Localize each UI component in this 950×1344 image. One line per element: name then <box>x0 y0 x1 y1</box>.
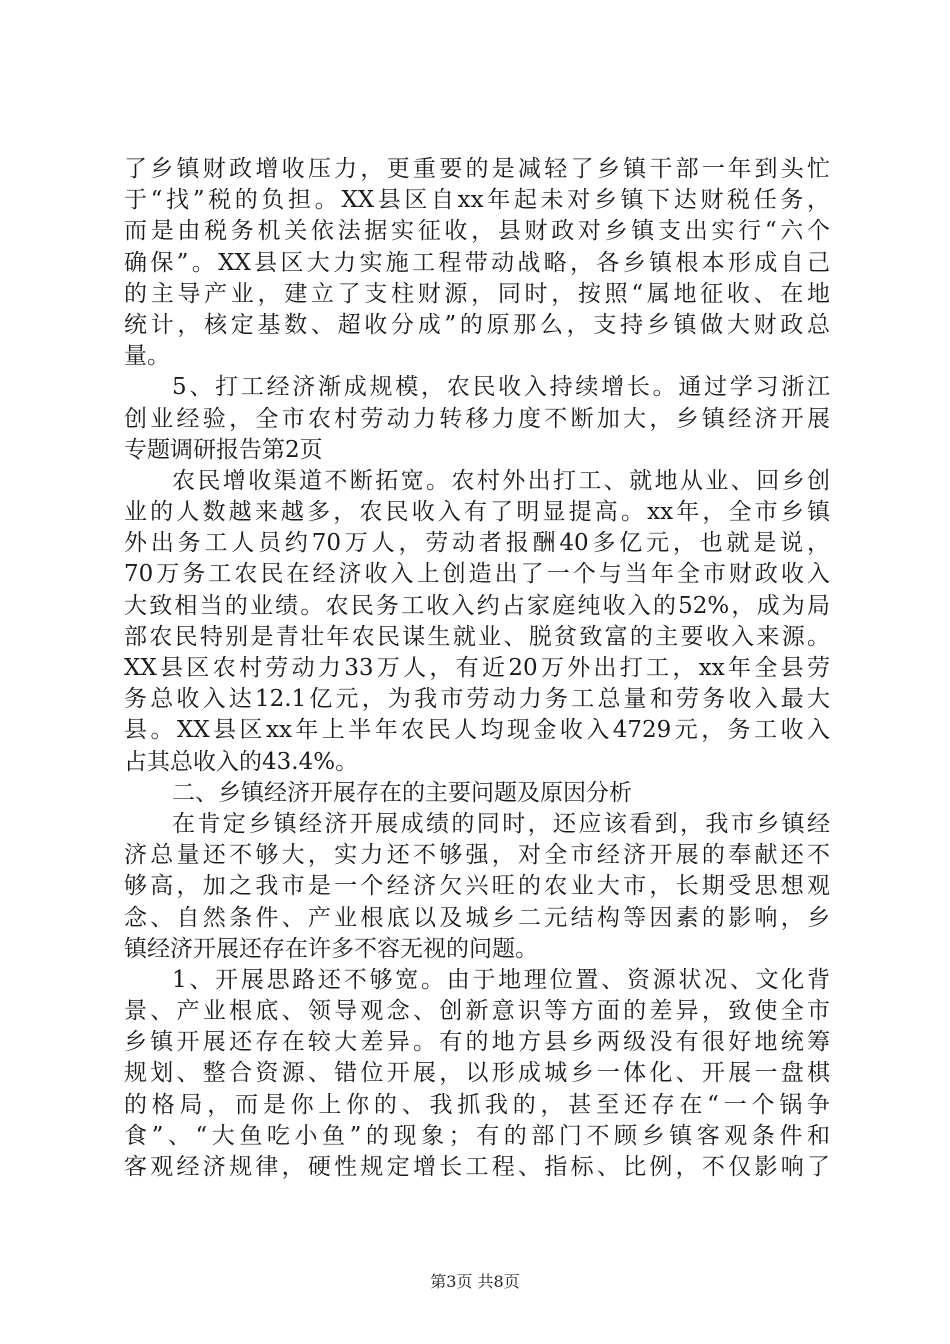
text-line: 务总收入达12.1亿元，为我市劳动力务工总量和劳务收入最大 <box>124 686 830 713</box>
text-line: 景、产业根底、领导观念、创新意识等方面的差异，致使全市 <box>124 998 830 1025</box>
text-line: 大致相当的业绩。农民务工收入约占家庭纯收入的52%，成为局 <box>124 592 830 619</box>
text-line: 二、乡镇经济开展存在的主要问题及原因分析 <box>172 779 632 806</box>
text-line: 1、开展思路还不够宽。由于地理位置、资源状况、文化背 <box>172 966 830 993</box>
text-line: 而是由税务机关依法据实征收，县财政对乡镇支出实行“六个 <box>124 218 830 245</box>
text-line: XX县区农村劳动力33万人，有近20万外出打工，xx年全县劳 <box>124 655 830 681</box>
text-line: 统计，核定基数、超收分成”的原那么，支持乡镇做大财政总 <box>124 311 830 338</box>
text-line: 食”、“大鱼吃小鱼”的现象；有的部门不顾乡镇客观条件和 <box>124 1122 830 1149</box>
text-line: 占其总收入的43.4%。 <box>124 748 359 775</box>
text-line: 外出务工人员约70万人，劳动者报酬40多亿元，也就是说， <box>124 530 830 557</box>
text-line: 念、自然条件、产业根底以及城乡二元结构等因素的影响，乡 <box>124 904 830 931</box>
text-line: 农民增收渠道不断拓宽。农村外出打工、就地从业、回乡创 <box>172 467 830 494</box>
text-line: 于“找”税的负担。XX县区自xx年起未对乡镇下达财税任务， <box>124 187 830 214</box>
text-line: 部农民特别是青壮年农民谋生就业、脱贫致富的主要收入来源。 <box>124 623 830 650</box>
text-line: 的格局，而是你上你的、我抓我的，甚至还存在“一个锅争 <box>124 1091 830 1118</box>
body-text <box>124 154 830 1183</box>
text-line: 的主导产业，建立了支柱财源，同时，按照“属地征收、在地 <box>124 280 830 307</box>
text-line: 镇经济开展还存在许多不容无视的问题。 <box>124 935 538 962</box>
text-line: 专题调研报告第2页 <box>124 436 323 463</box>
text-line: 规划、整合资源、错位开展，以形成城乡一体化、开展一盘棋 <box>124 1060 830 1087</box>
text-line: 客观经济规律，硬性规定增长工程、指标、比例，不仅影响了 <box>124 1154 830 1180</box>
text-line: 够高，加之我市是一个经济欠兴旺的农业大市，长期受思想观 <box>124 873 830 900</box>
page-footer: 第3页 共8页 <box>430 1272 520 1291</box>
text-line: 县。XX县区xx年上半年农民人均现金收入4729元，务工收入 <box>124 717 830 744</box>
text-line: 业的人数越来越多，农民收入有了明显提高。xx年，全市乡镇 <box>124 499 830 526</box>
text-line: 济总量还不够大，实力还不够强，对全市经济开展的奉献还不 <box>124 842 830 869</box>
text-line: 创业经验，全市农村劳动力转移力度不断加大，乡镇经济开展 <box>124 405 830 432</box>
text-line: 在肯定乡镇经济开展成绩的同时，还应该看到，我市乡镇经 <box>172 810 830 837</box>
text-line: 了乡镇财政增收压力，更重要的是减轻了乡镇干部一年到头忙 <box>124 156 830 182</box>
text-line: 确保”。XX县区大力实施工程带动战略，各乡镇根本形成自己 <box>124 249 830 276</box>
text-line: 5、打工经济渐成规模，农民收入持续增长。通过学习浙江 <box>172 374 830 401</box>
text-line: 乡镇开展还存在较大差异。有的地方县乡两级没有很好地统筹 <box>124 1029 830 1056</box>
text-line: 70万务工农民在经济收入上创造出了一个与当年全市财政收入 <box>124 561 830 588</box>
text-line: 量。 <box>124 343 170 370</box>
